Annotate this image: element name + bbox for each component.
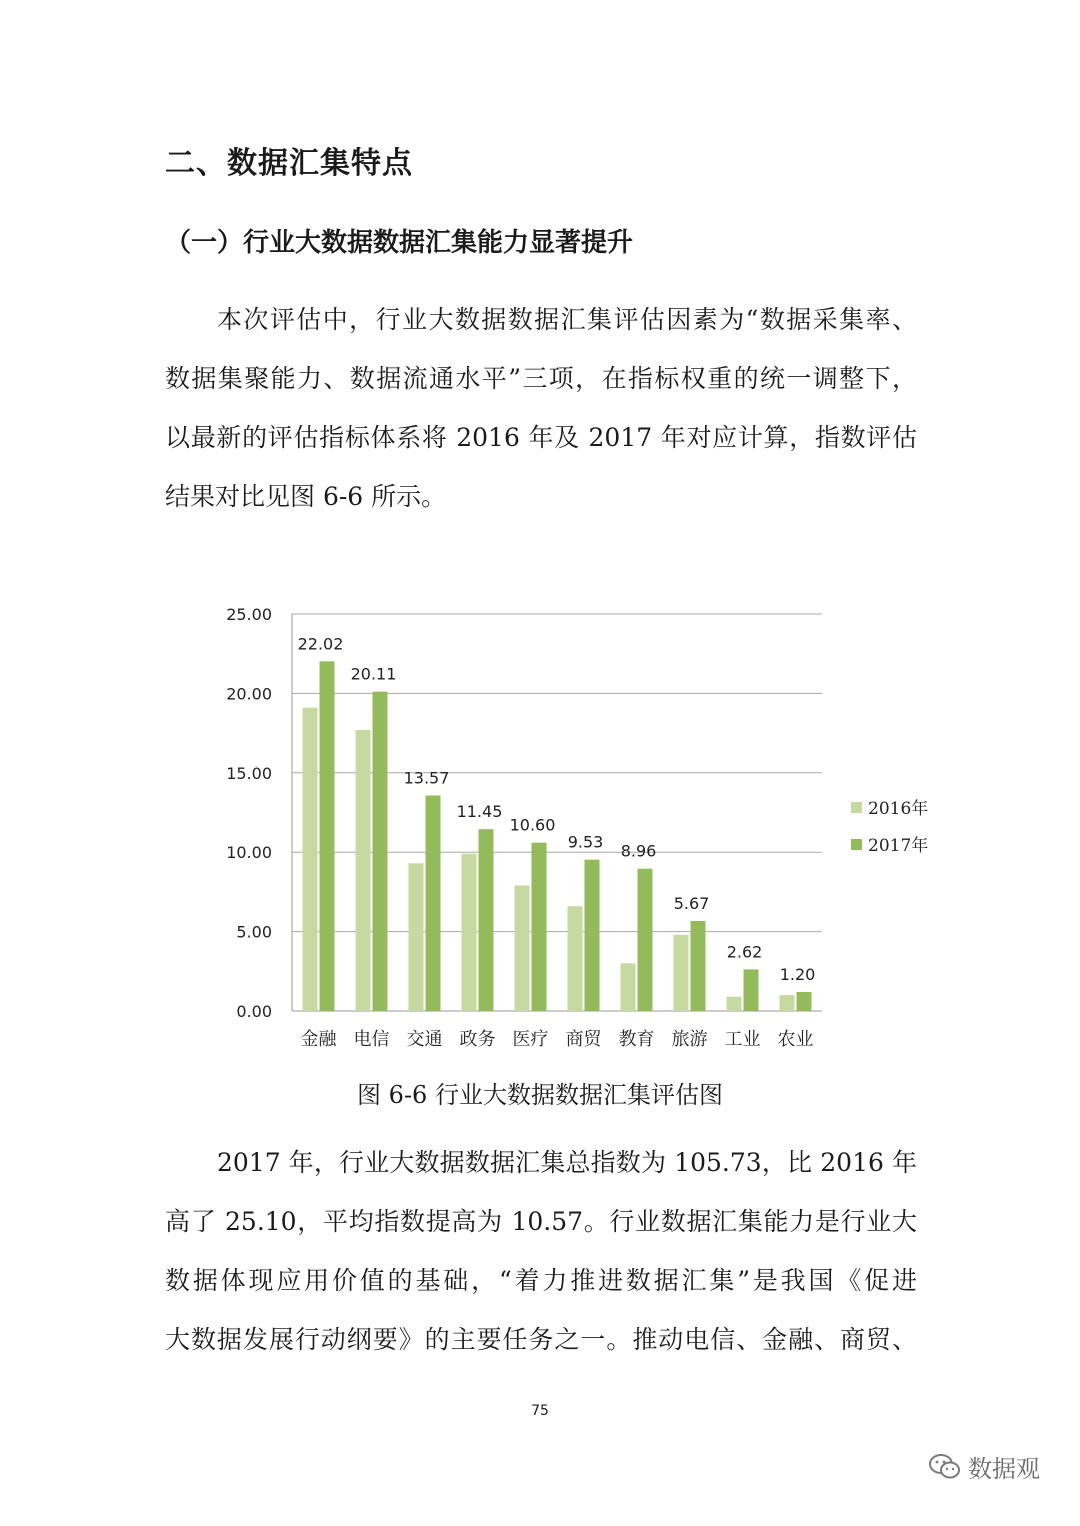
- bar-2017: [320, 661, 335, 1011]
- bar-2016: [515, 886, 530, 1011]
- bar-2017: [426, 796, 441, 1011]
- y-tick-label: 0.00: [236, 1002, 272, 1021]
- data-label: 10.60: [509, 815, 556, 835]
- data-label: 11.45: [456, 802, 503, 822]
- data-label: 1.20: [779, 964, 816, 984]
- x-tick-label: 交通: [406, 1029, 443, 1050]
- bar-2016: [409, 863, 424, 1011]
- watermark: [928, 1449, 1040, 1484]
- bar-2017: [373, 692, 388, 1011]
- x-tick-label: 教育: [618, 1029, 655, 1050]
- bar-2016: [462, 854, 477, 1011]
- x-tick-label: 金融: [300, 1029, 337, 1050]
- bar-2017: [479, 829, 494, 1011]
- legend-label: 2017年: [868, 836, 929, 856]
- data-label: 20.11: [350, 664, 397, 684]
- paragraph-line: 以最新的评估指标体系将 2016 年及 2017 年对应计算，指数评估: [165, 423, 917, 452]
- bar-2016: [303, 708, 318, 1011]
- legend-swatch: [851, 839, 862, 850]
- y-tick-label: 10.00: [226, 843, 272, 863]
- x-tick-label: 电信: [353, 1029, 390, 1050]
- y-tick-label: 15.00: [226, 763, 272, 783]
- legend-label: 2016年: [868, 799, 929, 819]
- paragraph-line: 数据体现应用价值的基础，“着力推进数据汇集”是我国《促进: [165, 1266, 917, 1295]
- data-label: 13.57: [403, 768, 450, 788]
- paragraph-line: 结果对比见图 6-6 所示。: [165, 482, 447, 511]
- paragraph-line: 高了 25.10，平均指数提高为 10.57。行业数据汇集能力是行业大: [165, 1207, 917, 1236]
- bar-2016: [621, 963, 636, 1011]
- data-label: 5.67: [673, 893, 710, 913]
- data-label: 8.96: [620, 841, 657, 861]
- paragraph-line: 本次评估中，行业大数据数据汇集评估因素为“数据采集率、: [217, 305, 917, 334]
- figure-caption: 图 6-6 行业大数据数据汇集评估图: [357, 1081, 723, 1109]
- subsection-heading: （一）行业大数据数据汇集能力显著提升: [165, 228, 634, 258]
- page-number: 75: [531, 1403, 549, 1419]
- section-heading: 二、数据汇集特点: [165, 146, 413, 181]
- wechat-icon: [928, 1453, 962, 1481]
- data-label: 9.53: [567, 832, 604, 852]
- x-tick-label: 农业: [777, 1029, 814, 1050]
- bar-2017: [638, 869, 653, 1011]
- y-tick-label: 5.00: [236, 922, 272, 942]
- data-label: 2.62: [726, 942, 763, 962]
- watermark-text: 数据观: [968, 1455, 1040, 1483]
- result-paragraph: [165, 1133, 917, 1369]
- paragraph-line: 2017 年，行业大数据数据汇集总指数为 105.73，比 2016 年: [217, 1148, 917, 1177]
- legend-swatch: [851, 802, 862, 813]
- bar-2017: [691, 921, 706, 1011]
- bar-2017: [585, 860, 600, 1011]
- bar-2016: [568, 906, 583, 1011]
- x-tick-label: 商贸: [565, 1029, 602, 1050]
- bar-2017: [797, 992, 812, 1011]
- bar-2017: [532, 843, 547, 1011]
- bar-2016: [674, 935, 689, 1011]
- bar-2016: [356, 730, 371, 1011]
- x-tick-label: 旅游: [671, 1029, 708, 1050]
- x-tick-label: 政务: [459, 1029, 496, 1050]
- x-tick-label: 医疗: [512, 1029, 549, 1050]
- bar-2017: [744, 969, 759, 1011]
- bar-2016: [780, 995, 795, 1011]
- y-tick-label: 20.00: [226, 684, 272, 704]
- bar-2016: [727, 997, 742, 1011]
- data-label: 22.02: [297, 634, 344, 654]
- paragraph-line: 大数据发展行动纲要》的主要任务之一。推动电信、金融、商贸、: [165, 1325, 917, 1354]
- y-tick-label: 25.00: [226, 605, 272, 624]
- paragraph-line: 数据集聚能力、数据流通水平”三项，在指标权重的统一调整下，: [165, 364, 917, 393]
- x-tick-label: 工业: [724, 1029, 761, 1050]
